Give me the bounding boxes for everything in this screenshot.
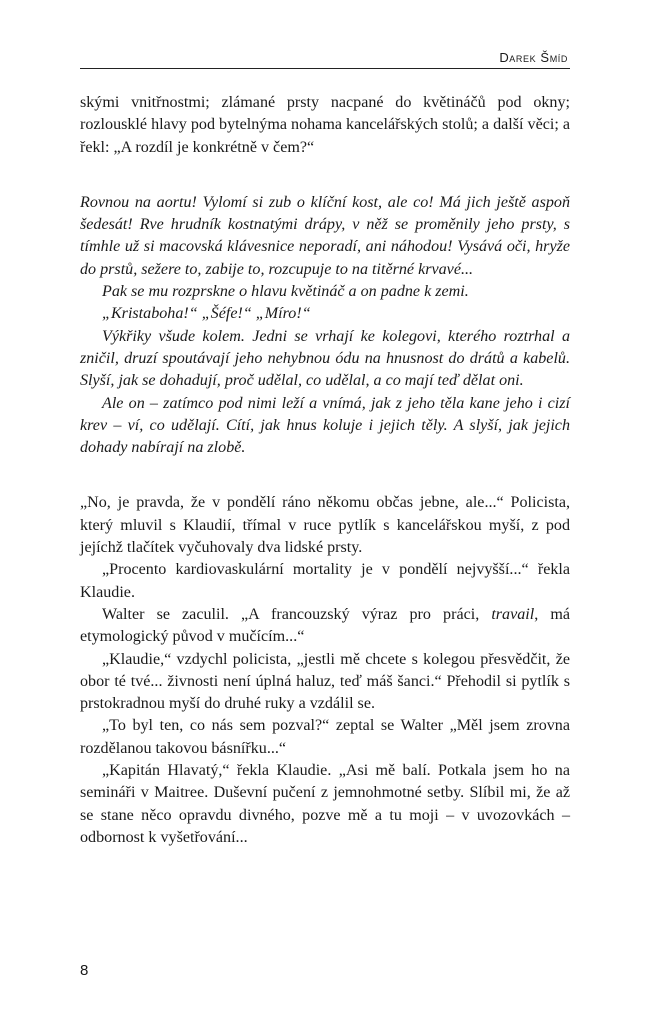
paragraph-opening: skými vnitřnostmi; zlámané prsty nacpané do květináčů pod okny; rozlousklé hlavy pod bytelnýma nohama kancelářských stolů; a další věci; a řekl: „A rozdíl je konkrétně v čem?“ [80,94,570,156]
italic-paragraph: Pak se mu rozprskne o hlavu květináč a on padne k zemi. [102,283,469,301]
italic-paragraph: Výkřiky všude kolem. Jedni se vrhají ke kolegovi, kterého roztrhal a zničil, druzí spoutávají jeho nehybnou ódu na hnusnost do drátů a kabelů. Slyší, jak se dohadují, proč udělal, co udělal, a co mají teď dělat oni. [80,327,570,390]
page-body [80,92,570,849]
italic-paragraph: Rovnou na aortu! Vylomí si zub o klíční kost, ale co! Má jich ještě aspoň šedesát! Rve hrudník kostnatými drápy, v něž se proměnily jeho prsty, s tímhle už si macovská klávesnice neporadí, ani náhodou! Vysává oči, hryže do prstů, sežere to, zabije to, rozcupuje to na titěrné krvavé... [80,193,570,278]
dialogue-paragraph: „Klaudie,“ vzdychl policista, „jestli mě chcete s kolegou přesvědčit, že obor té tvé... živnosti není úplná haluz, teď máš šanci.“ Přehodil si pytlík s prstokradnou myší do druhé ruky a vzdálil se. [80,650,570,713]
running-head-author: Darek Šmíd [499,50,568,65]
italic-paragraph: Ale on – zatímco pod nimi leží a vnímá, jak z jeho těla kane jeho i cizí krev – ví, co udělají. Cítí, jak hnus koluje i jejich těly. A slyší, jak jejich dohady nabírají na zlobě. [80,394,570,457]
page-number: 8 [80,962,89,979]
italic-paragraph: „Kristaboha!“ „Šéfe!“ „Míro!“ [102,305,311,323]
dialogue-paragraph: „Kapitán Hlavatý,“ řekla Klaudie. „Asi mě balí. Potkala jsem ho na semináři v Maitree. Duševní pučení z jemnohmotné setby. Slíbil mi, že až se stane něco opravdu divného, pozve mě a tu moji – v uvozovkách – odbornost k vyšetřování... [80,762,570,846]
dialogue-paragraph: „To byl ten, co nás sem pozval?“ zeptal se Walter „Měl jsem zrovna rozdělanou takovou básnířku...“ [80,717,570,757]
dialogue-paragraph: „No, je pravda, že v pondělí ráno někomu občas jebne, ale...“ Policista, který mluvil s Klaudií, třímal v ruce pytlík s kancelářskou myší, z pod jejíchž tlačítek vyčuhovaly dva lidské prsty. [80,494,570,557]
dialogue-text: , má etymologický původ v mučícím...“ [80,605,570,646]
dialogue-paragraph: „Procento kardiovaskulární mortality je v pondělí nejvyšší...“ řekla Klaudie. [80,561,570,601]
dialogue-paragraph [80,604,570,649]
italic-word: travail [491,605,535,623]
page-header [80,40,570,69]
dialogue-text: Walter se zaculil. „A francouzský výraz pro práci, [102,605,492,623]
section-gap [80,459,570,492]
section-gap [80,159,570,192]
